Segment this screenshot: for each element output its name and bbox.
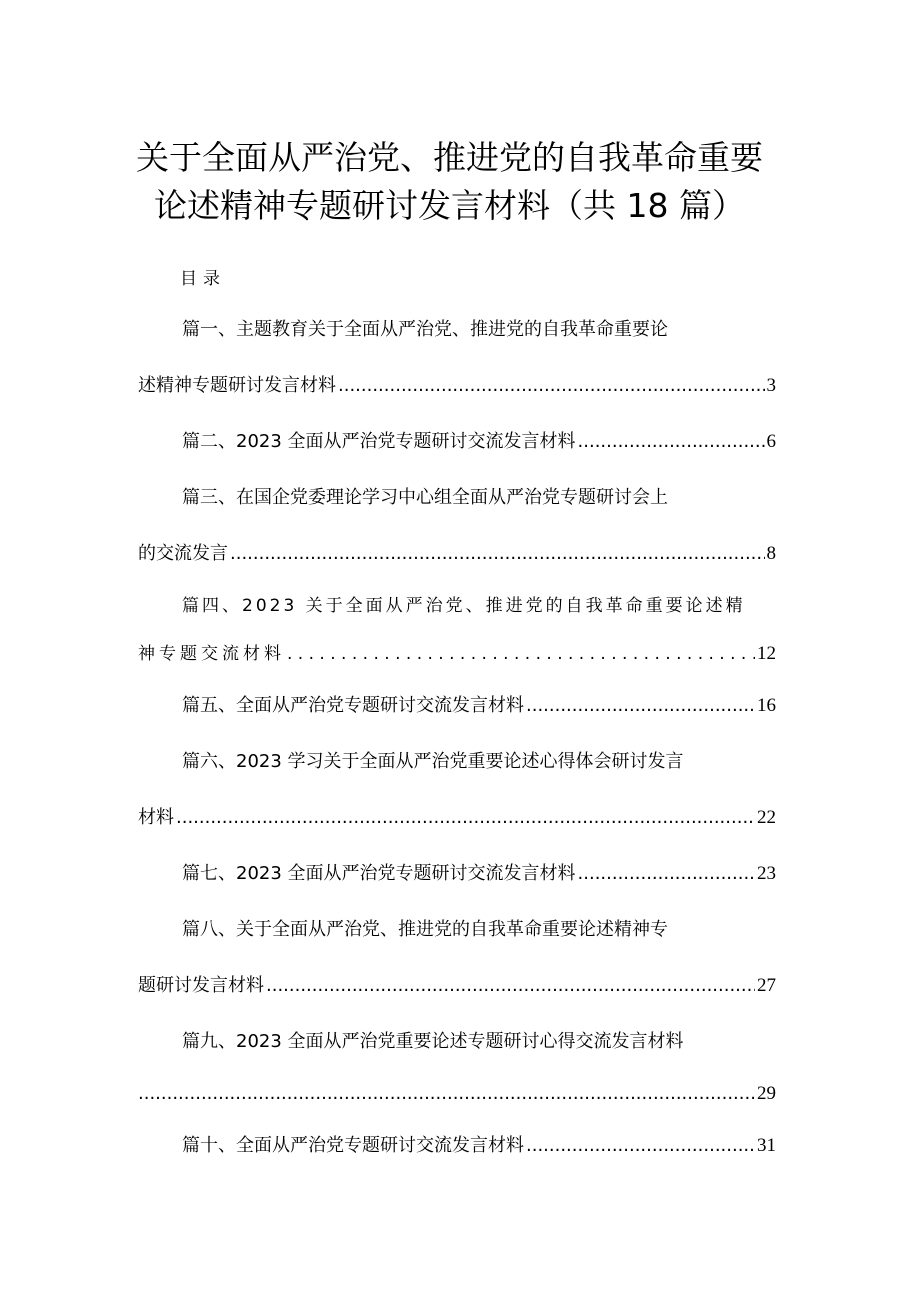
toc-entry-4-page: 12 (757, 643, 776, 664)
toc-entry-1-text: 述精神专题研讨发言材料 (138, 375, 336, 396)
toc-entry-6-text: 材料 (138, 807, 174, 828)
toc-entry-9-line-2[interactable] (138, 1082, 776, 1106)
dot-leader (230, 542, 765, 566)
dot-leader (287, 642, 755, 666)
toc-entry-8-line-1[interactable]: 篇八、关于全面从严治党、推进党的自我革命重要论述精神专 (182, 919, 668, 940)
toc-entry-10-page: 31 (757, 1135, 776, 1156)
toc-entry-3-line-1[interactable]: 篇三、在国企党委理论学习中心组全面从严治党专题研讨会上 (182, 487, 668, 508)
toc-entry-1-line-2[interactable] (138, 374, 776, 398)
toc-entry-5[interactable] (138, 694, 776, 718)
toc-entry-9-line-1[interactable]: 篇九、2023 全面从严治党重要论述专题研讨心得交流发言材料 (182, 1031, 684, 1052)
toc-entry-4-text: 神专题交流材料 (138, 644, 285, 664)
toc-entry-8-line-2[interactable] (138, 974, 776, 998)
document-title (136, 134, 776, 230)
dot-leader (578, 430, 765, 454)
toc-entry-5-page: 16 (757, 695, 776, 716)
dot-leader (338, 374, 765, 398)
toc-entry-4-line-1[interactable]: 篇四、2023 关于全面从严治党、推进党的自我革命重要论述精 (182, 596, 746, 616)
toc-entry-8-text: 题研讨发言材料 (138, 975, 264, 996)
toc-entry-1-page: 3 (766, 375, 776, 396)
toc-entry-5-text: 篇五、全面从严治党专题研讨交流发言材料 (182, 695, 524, 716)
dot-leader (266, 974, 755, 998)
toc-entry-6-page: 22 (757, 807, 776, 828)
dot-leader (176, 806, 755, 830)
dot-leader (138, 1082, 755, 1106)
toc-entry-7-page: 23 (757, 863, 776, 884)
toc-entry-6-line-2[interactable] (138, 806, 776, 830)
dot-leader (526, 1134, 755, 1158)
toc-entry-10-text: 篇十、全面从严治党专题研讨交流发言材料 (182, 1135, 524, 1156)
title-line-1: 关于全面从严治党、推进党的自我革命重要 (136, 138, 763, 177)
toc-entry-1-line-1[interactable]: 篇一、主题教育关于全面从严治党、推进党的自我革命重要论 (182, 319, 668, 340)
dot-leader (526, 694, 755, 718)
toc-entry-6-line-1[interactable]: 篇六、2023 学习关于全面从严治党重要论述心得体会研讨发言 (182, 751, 684, 772)
toc-entry-7-text: 篇七、2023 全面从严治党专题研讨交流发言材料 (182, 863, 576, 884)
toc-heading: 目录 (180, 269, 226, 289)
toc-entry-2-page: 6 (766, 431, 776, 452)
toc-entry-10[interactable] (138, 1134, 776, 1158)
toc-entry-7[interactable] (138, 862, 776, 886)
toc-entry-3-line-2[interactable] (138, 542, 776, 566)
toc-entry-3-text: 的交流发言 (138, 543, 228, 564)
toc-entry-9-page: 29 (757, 1083, 776, 1104)
dot-leader (578, 862, 755, 886)
toc-entry-3-page: 8 (766, 543, 776, 564)
toc-entry-2-text: 篇二、2023 全面从严治党专题研讨交流发言材料 (182, 431, 576, 452)
toc-entry-4-line-2[interactable] (138, 642, 776, 666)
title-line-2: 论述精神专题研讨发言材料（共 18 篇） (154, 186, 745, 225)
toc-entry-8-page: 27 (757, 975, 776, 996)
toc-entry-2[interactable] (138, 430, 776, 454)
